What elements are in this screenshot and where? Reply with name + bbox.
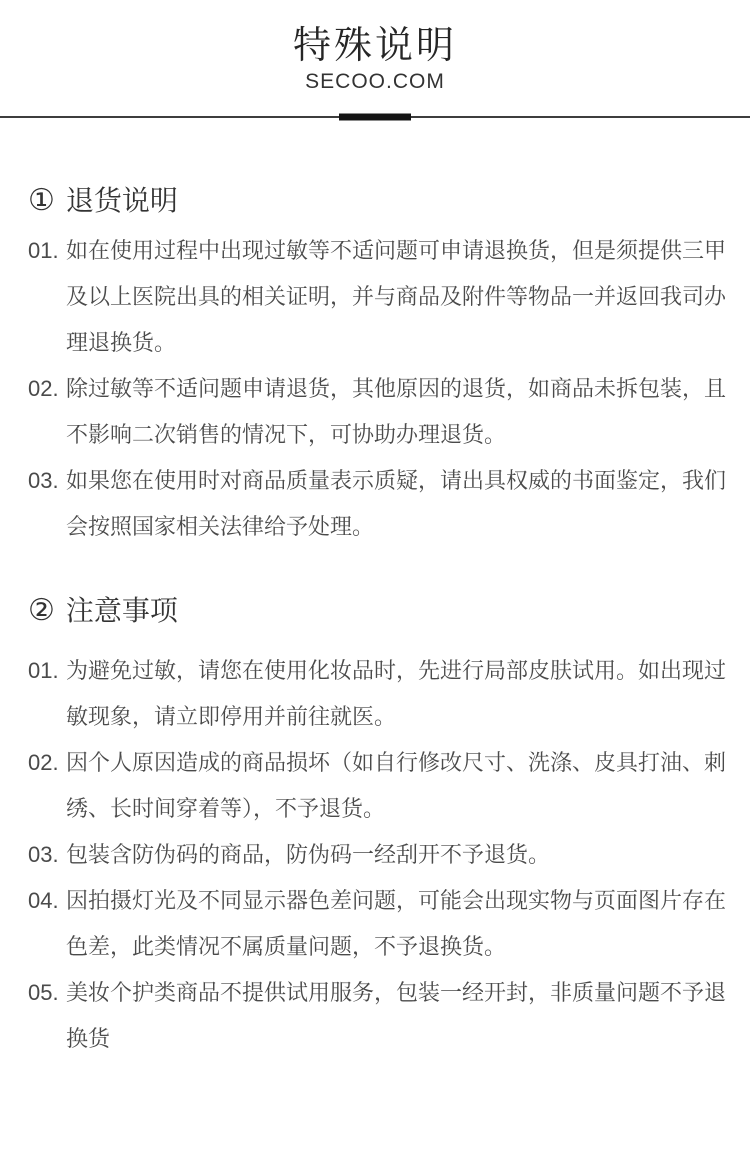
circled-number-1: ① (28, 184, 55, 217)
item-number: 01. (28, 658, 59, 683)
divider-accent-bar (339, 114, 411, 121)
item-text: 为避免过敏，请您在使用化妆品时，先进行局部皮肤试用。如出现过敏现象，请立即停用并前往就医。 (66, 658, 727, 729)
list-item (28, 458, 726, 550)
section-title-returns: 退货说明 (65, 185, 178, 216)
list-item (28, 832, 726, 878)
section-heading-precautions (28, 594, 726, 628)
page-header (0, 0, 750, 96)
item-text: 因个人原因造成的商品损坏（如自行修改尺寸、洗涤、皮具打油、刺绣、长时间穿着等），不予退货。 (66, 750, 727, 821)
item-text: 包装含防伪码的商品，防伪码一经刮开不予退货。 (66, 842, 551, 867)
circled-number-2: ② (28, 594, 55, 627)
list-item (28, 740, 726, 832)
section-title-precautions: 注意事项 (65, 595, 178, 626)
content-area (0, 184, 750, 1062)
page-title: 特殊说明 (292, 25, 457, 67)
item-number: 03. (28, 468, 59, 493)
precautions-item-list (28, 648, 726, 1062)
item-number: 02. (28, 376, 59, 401)
header-divider (0, 116, 750, 118)
list-item (28, 970, 726, 1062)
list-item (28, 878, 726, 970)
returns-item-list (28, 228, 726, 550)
list-item (28, 366, 726, 458)
section-heading-returns (28, 184, 726, 218)
item-text: 除过敏等不适问题申请退货，其他原因的退货，如商品未拆包装，且不影响二次销售的情况下，可协助办理退货。 (66, 376, 727, 447)
list-item (28, 228, 726, 366)
item-number: 04. (28, 888, 59, 913)
item-text: 如在使用过程中出现过敏等不适问题可申请退换货，但是须提供三甲及以上医院出具的相关证明，并与商品及附件等物品一并返回我司办理退换货。 (66, 238, 727, 355)
item-number: 05. (28, 980, 59, 1005)
item-text: 美妆个护类商品不提供试用服务，包装一经开封，非质量问题不予退换货 (66, 980, 727, 1051)
item-text: 因拍摄灯光及不同显示器色差问题，可能会出现实物与页面图片存在色差，此类情况不属质量问题，不予退换货。 (66, 888, 727, 959)
list-item (28, 648, 726, 740)
brand-subtitle: SECOO.COM (305, 70, 445, 93)
item-text: 如果您在使用时对商品质量表示质疑，请出具权威的书面鉴定，我们会按照国家相关法律给予处理。 (66, 468, 727, 539)
item-number: 02. (28, 750, 59, 775)
item-number: 03. (28, 842, 59, 867)
item-number: 01. (28, 238, 59, 263)
